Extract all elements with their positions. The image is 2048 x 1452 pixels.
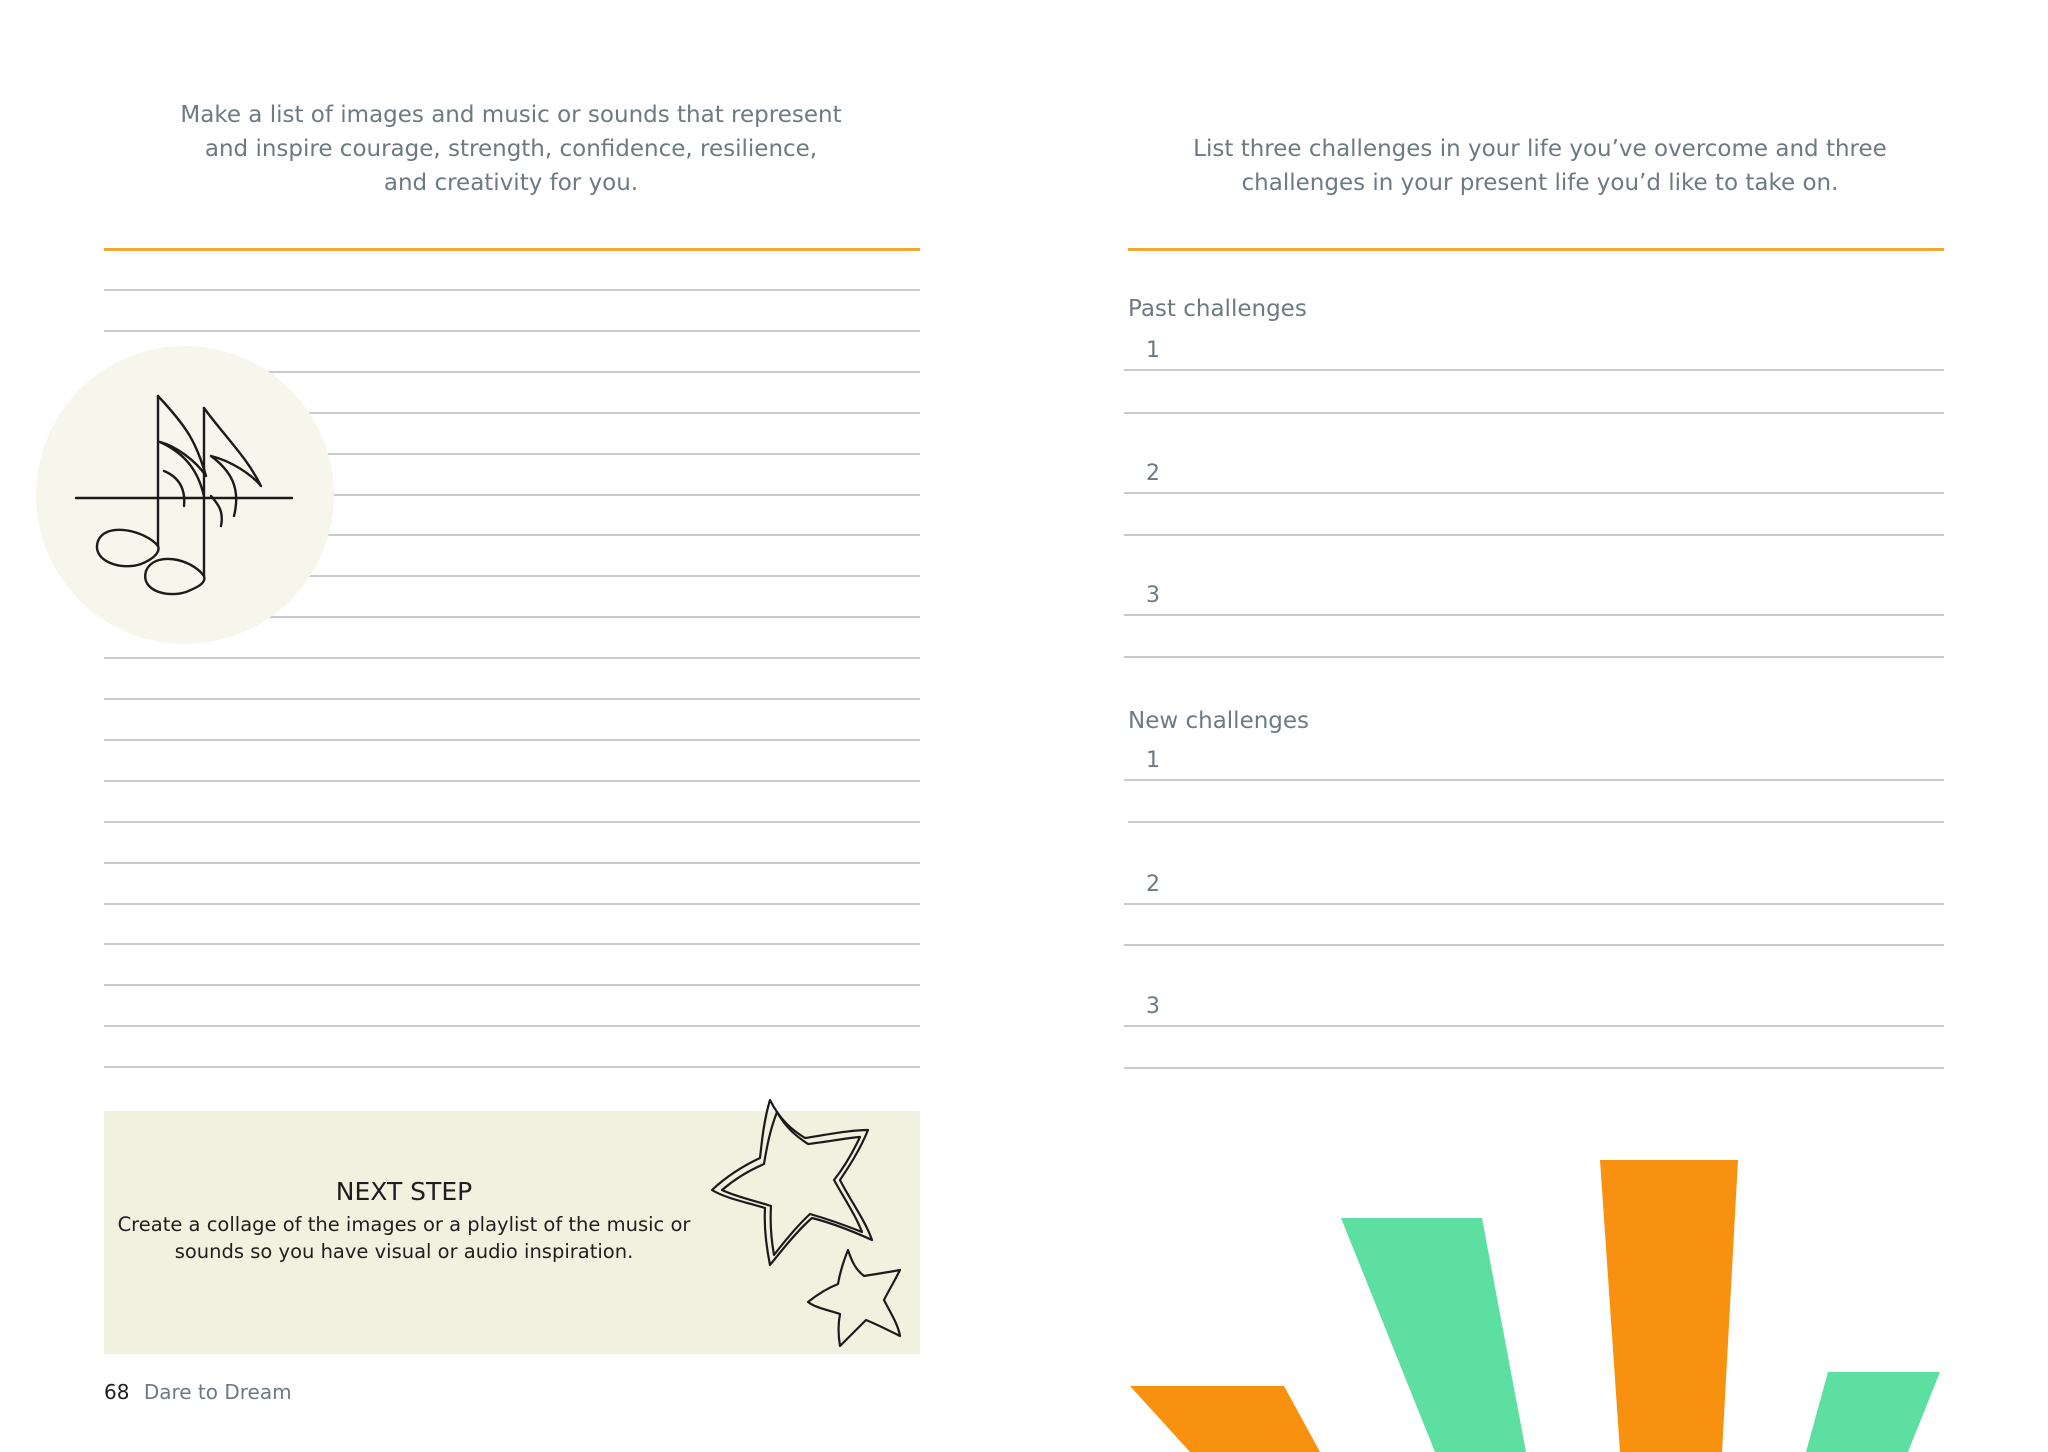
new-challenge-line[interactable]	[1124, 779, 1944, 781]
ray-orange-center	[1600, 1160, 1738, 1452]
ray-orange-left	[1130, 1386, 1320, 1452]
writing-line[interactable]	[104, 984, 920, 986]
new-challenges-label: New challenges	[1128, 708, 1310, 734]
page-number: 68	[104, 1380, 130, 1404]
music-illustration	[36, 346, 334, 644]
past-challenges-label: Past challenges	[1128, 296, 1307, 322]
past-challenge-number: 1	[1146, 338, 1160, 363]
writing-line[interactable]	[104, 821, 920, 823]
past-challenge-line[interactable]	[1124, 369, 1944, 371]
book-title: Dare to Dream	[143, 1380, 292, 1404]
ray-green-middle	[1341, 1218, 1526, 1452]
writing-line[interactable]	[104, 330, 920, 332]
past-challenge-line[interactable]	[1124, 412, 1944, 414]
left-page-prompt: Make a list of images and music or sounds that represent and inspire courage, strength, confidence, resilience, and creativity for you.	[180, 102, 842, 196]
new-challenge-line[interactable]	[1124, 903, 1944, 905]
stars-icon	[700, 1080, 920, 1350]
right-page-prompt: List three challenges in your life you’ve overcome and three challenges in your present life you’d like to take on.	[1193, 136, 1887, 196]
new-challenge-line[interactable]	[1128, 821, 1944, 823]
writing-line[interactable]	[104, 739, 920, 741]
past-challenge-line[interactable]	[1124, 614, 1944, 616]
new-challenge-number: 3	[1146, 994, 1160, 1019]
past-challenge-line[interactable]	[1124, 656, 1944, 658]
right-orange-rule	[1128, 248, 1944, 251]
new-challenge-line[interactable]	[1124, 1025, 1944, 1027]
new-challenge-number: 2	[1146, 872, 1160, 897]
writing-line[interactable]	[104, 780, 920, 782]
past-challenge-number: 3	[1146, 583, 1160, 608]
writing-line[interactable]	[104, 1025, 920, 1027]
writing-line[interactable]	[104, 289, 920, 291]
next-step-title: NEXT STEP	[335, 1177, 473, 1206]
music-notes-icon	[36, 346, 334, 644]
writing-line[interactable]	[104, 698, 920, 700]
page-footer	[104, 1380, 292, 1404]
left-orange-rule	[104, 248, 920, 251]
writing-line[interactable]	[104, 657, 920, 659]
past-challenge-line[interactable]	[1124, 534, 1944, 536]
past-challenge-number: 2	[1146, 461, 1160, 486]
ray-green-right	[1806, 1372, 1940, 1452]
next-step-text: Create a collage of the images or a playlist of the music or sounds so you have visual or audio inspiration.	[117, 1213, 691, 1263]
new-challenge-line[interactable]	[1124, 944, 1944, 946]
writing-line[interactable]	[104, 1066, 920, 1068]
writing-line[interactable]	[104, 903, 920, 905]
writing-line[interactable]	[104, 943, 920, 945]
new-challenge-line[interactable]	[1124, 1067, 1944, 1069]
past-challenge-line[interactable]	[1124, 492, 1944, 494]
new-challenge-number: 1	[1146, 748, 1160, 773]
sunburst-rays-icon	[1130, 1150, 1950, 1452]
writing-line[interactable]	[104, 862, 920, 864]
